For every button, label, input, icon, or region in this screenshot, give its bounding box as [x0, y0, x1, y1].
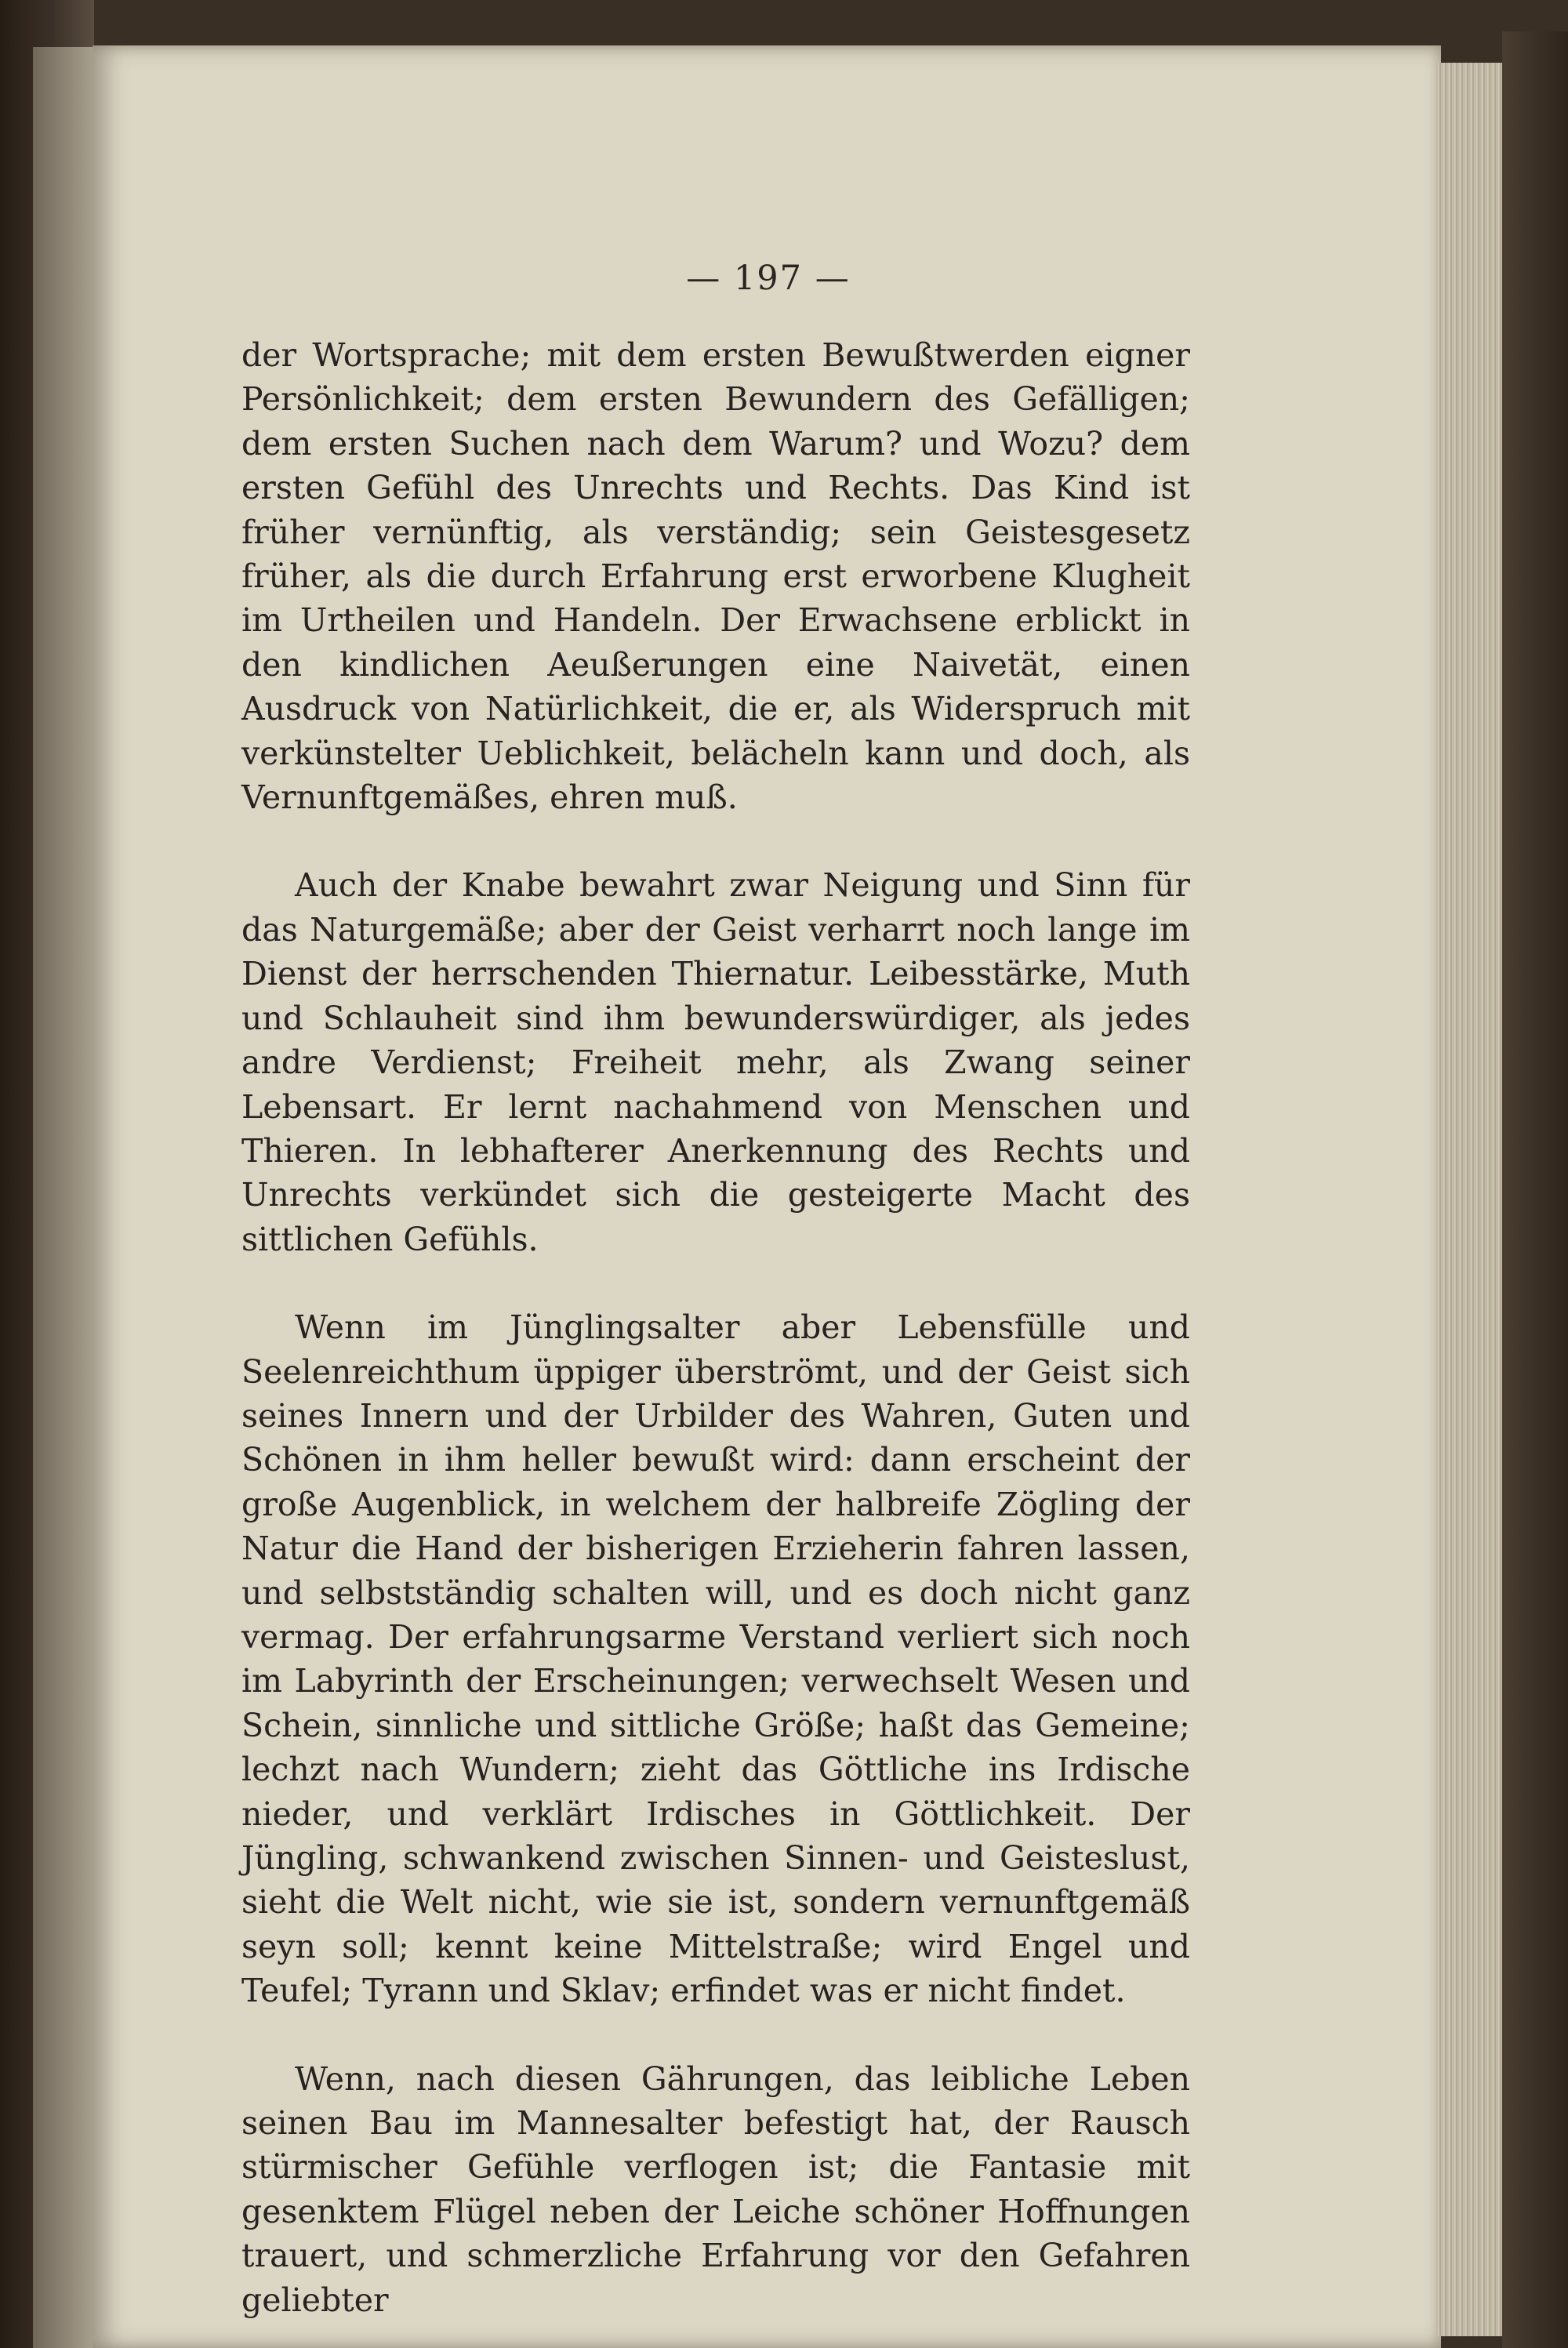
body-text: [241, 333, 1190, 2322]
page-stack-edge: [1436, 63, 1504, 2336]
book-cover-right: [1502, 31, 1568, 2348]
page-number: — 197 —: [686, 259, 851, 298]
paragraph-3: Wenn im Jünglingsalter aber Lebensfülle und Seelenreichthum üppiger überströmt, und der Geist sich seines Innern und der Urbilder des Wahren, Guten und Schönen in ihm heller bewußt wird: dann erscheint der große Augenblick, in welchem der halbreife Zögling der Natur die Hand der bisherigen Erzieherin fahren lassen, und selbstständig schalten will, und es doch nicht ganz vermag. Der erfahrungsarme Verstand verliert sich noch im Labyrinth der Erscheinungen; verwechselt Wesen und Schein, sinnliche und sittliche Größe; haßt das Gemeine; lechzt nach Wundern; zieht das Göttliche ins Irdische nieder, und verklärt Irdisches in Göttlichkeit. Der Jüngling, schwankend zwischen Sinnen- und Geisteslust, sieht die Welt nicht, wie sie ist, sondern vernunftgemäß seyn soll; kennt keine Mittelstraße; wird Engel und Teufel; Tyrann und Sklav; erfindet was er nicht findet.: [241, 1308, 1190, 2010]
paragraph-1: der Wortsprache; mit dem ersten Bewußtwerden eigner Persönlichkeit; dem ersten Bewundern des Gefälligen; dem ersten Suchen nach dem Warum? und Wozu? dem ersten Gefühl des Unrechts und Rechts. Das Kind ist früher vernünftig, als verständig; sein Geistesgesetz früher, als die durch Erfahrung erst erworbene Klugheit im Urtheilen und Handeln. Der Erwachsene erblickt in den kindlichen Aeußerungen eine Naivetät, einen Ausdruck von Natürlichkeit, die er, als Widerspruch mit verkünstelter Ueblichkeit, belächeln kann und doch, als Vernunftgemäßes, ehren muß.: [241, 336, 1190, 817]
facing-page-edge: [33, 47, 94, 2348]
paragraph-4: Wenn, nach diesen Gährungen, das leibliche Leben seinen Bau im Mannesalter befestigt hat, der Rausch stürmischer Gefühle verflogen ist; die Fantasie mit gesenktem Flügel neben der Leiche schöner Hoffnungen trauert, und schmerzliche Erfahrung vor den Gefahren geliebter: [241, 2059, 1190, 2319]
paragraph-2: Auch der Knabe bewahrt zwar Neigung und Sinn für das Naturgemäße; aber der Geist verharrt noch lange im Dienst der herrschenden Thiernatur. Leibesstärke, Muth und Schlauheit sind ihm bewunderswürdiger, als jedes andre Verdienst; Freiheit mehr, als Zwang seiner Lebensart. Er lernt nachahmend von Menschen und Thieren. In lebhafterer Anerkennung des Rechts und Unrechts verkündet sich die gesteigerte Macht des sittlichen Gefühls.: [241, 866, 1190, 1258]
